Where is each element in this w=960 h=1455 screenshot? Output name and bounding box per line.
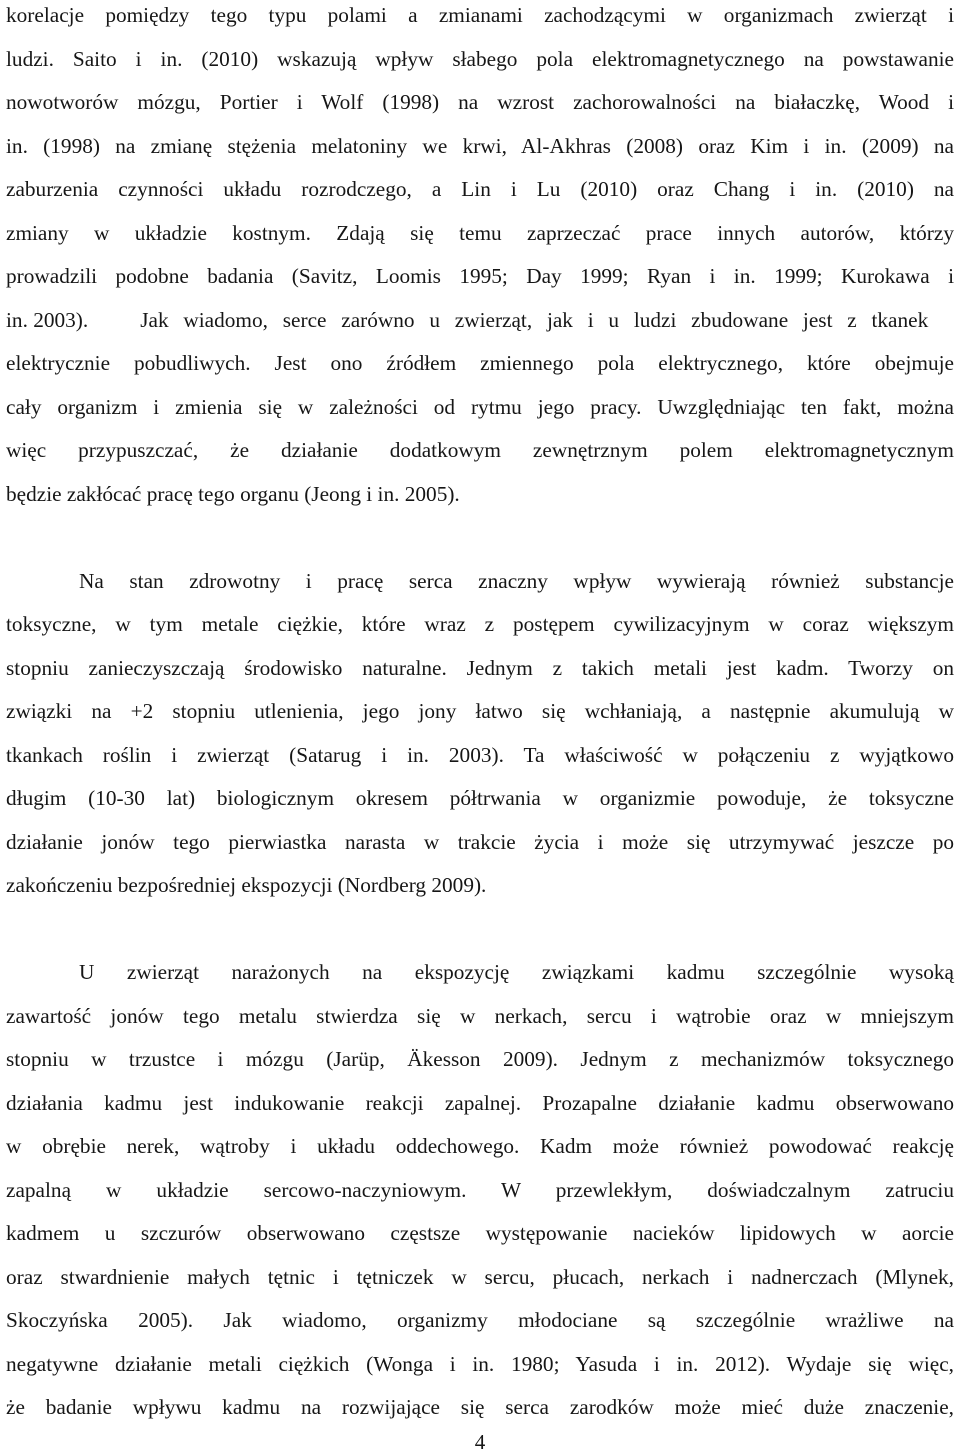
paragraph-2 [6, 560, 954, 908]
text-line: negatywne działanie metali ciężkich (Wonga i in. 1980; Yasuda i in. 2012). Wydaje się więc, [6, 1351, 954, 1376]
text-line: zakończeniu bezpośredniej ekspozycji (Nordberg 2009). [6, 873, 487, 897]
text-line: oraz stwardnienie małych tętnic i tętniczek w sercu, płucach, nerkach i nadnerczach (Mlynek, [6, 1264, 954, 1289]
text-line: długim (10-30 lat) biologicznym okresem półtrwania w organizmie powoduje, że toksyczne [6, 786, 954, 810]
text-line: toksyczne, w tym metale ciężkie, które wraz z postępem cywilizacyjnym w coraz większym [6, 612, 954, 636]
text-line: prowadzili podobne badania (Savitz, Loomis 1995; Day 1999; Ryan i in. 1999; Kurokawa i [6, 264, 954, 288]
text-line [6, 299, 954, 343]
text-line: działania kadmu jest indukowanie reakcji zapalnej. Prozapalne działanie kadmu obserwowano [6, 1090, 954, 1115]
text-line-segment: Jak wiadomo, serce zarówno u zwierząt, jak i u ludzi zbudowane jest z tkanek [140, 307, 929, 332]
text-line [6, 560, 954, 604]
text-line: nowotworów mózgu, Portier i Wolf (1998) na wzrost zachorowalności na białaczkę, Wood i [6, 90, 954, 114]
text-line [6, 951, 954, 995]
text-line: działanie jonów tego pierwiastka narasta w trakcie życia i może się utrzymywać jeszcze po [6, 829, 954, 854]
text-line: stopniu w trzustce i mózgu (Jarüp, Äkesson 2009). Jednym z mechanizmów toksycznego [6, 1047, 954, 1071]
text-line: związki na +2 stopniu utlenienia, jego jony łatwo się wchłaniają, a następnie akumulują w [6, 699, 954, 723]
text-line: zaburzenia czynności układu rozrodczego, a Lin i Lu (2010) oraz Chang i in. (2010) na [6, 177, 954, 201]
text-line: in. (1998) na zmianę stężenia melatoniny we krwi, Al-Akhras (2008) oraz Kim i in. (2009) na [6, 133, 954, 158]
text-line: w obrębie nerek, wątroby i układu oddechowego. Kadm może również powodować reakcję [6, 1134, 954, 1158]
text-line-segment: Na stan zdrowotny i pracę serca znaczny wpływ wywierają również substancje [79, 568, 954, 593]
text-line: że badanie wpływu kadmu na rozwijające się serca zarodków może mieć duże znaczenie, [6, 1395, 954, 1419]
document-page [6, 0, 954, 1430]
text-line: stopniu zanieczyszczają środowisko naturalne. Jednym z takich metali jest kadm. Tworzy on [6, 655, 954, 680]
paragraph-3 [6, 951, 954, 1430]
text-line: ludzi. Saito i in. (2010) wskazują wpływ słabego pola elektromagnetycznego na powstawanie [6, 46, 954, 71]
text-line: zawartość jonów tego metalu stwierdza się w nerkach, sercu i wątrobie oraz w mniejszym [6, 1003, 954, 1028]
text-line: Skoczyńska 2005). Jak wiadomo, organizmy młodociane są szczególnie wrażliwe na [6, 1308, 954, 1332]
text-line: elektrycznie pobudliwych. Jest ono źródłem zmiennego pola elektrycznego, które obejmuje [6, 351, 954, 375]
text-line: kadmem u szczurów obserwowano częstsze występowanie nacieków lipidowych w aorcie [6, 1221, 954, 1245]
text-line: będzie zakłócać pracę tego organu (Jeong i in. 2005). [6, 481, 460, 506]
text-line: zmiany w układzie kostnym. Zdają się temu zaprzeczać prace innych autorów, którzy [6, 220, 954, 245]
text-line: korelacje pomiędzy tego typu polami a zmianami zachodzącymi w organizmach zwierząt i [6, 3, 954, 27]
text-line: tkankach roślin i zwierząt (Satarug i in. 2003). Ta właściwość w połączeniu z wyjątkowo [6, 742, 954, 767]
text-line: cały organizm i zmienia się w zależności od rytmu jego pracy. Uwzględniając ten fakt, można [6, 394, 954, 419]
text-line-segment: U zwierząt narażonych na ekspozycję związkami kadmu szczególnie wysoką [79, 960, 954, 984]
text-line: zapalną w układzie sercowo-naczyniowym. W przewlekłym, doświadczalnym zatruciu [6, 1177, 954, 1202]
text-line-segment: in. 2003). [6, 307, 89, 332]
paragraph-1 [6, 0, 954, 516]
text-line: więc przypuszczać, że działanie dodatkowym zewnętrznym polem elektromagnetycznym [6, 438, 954, 462]
page-number: 4 [474, 1430, 486, 1454]
